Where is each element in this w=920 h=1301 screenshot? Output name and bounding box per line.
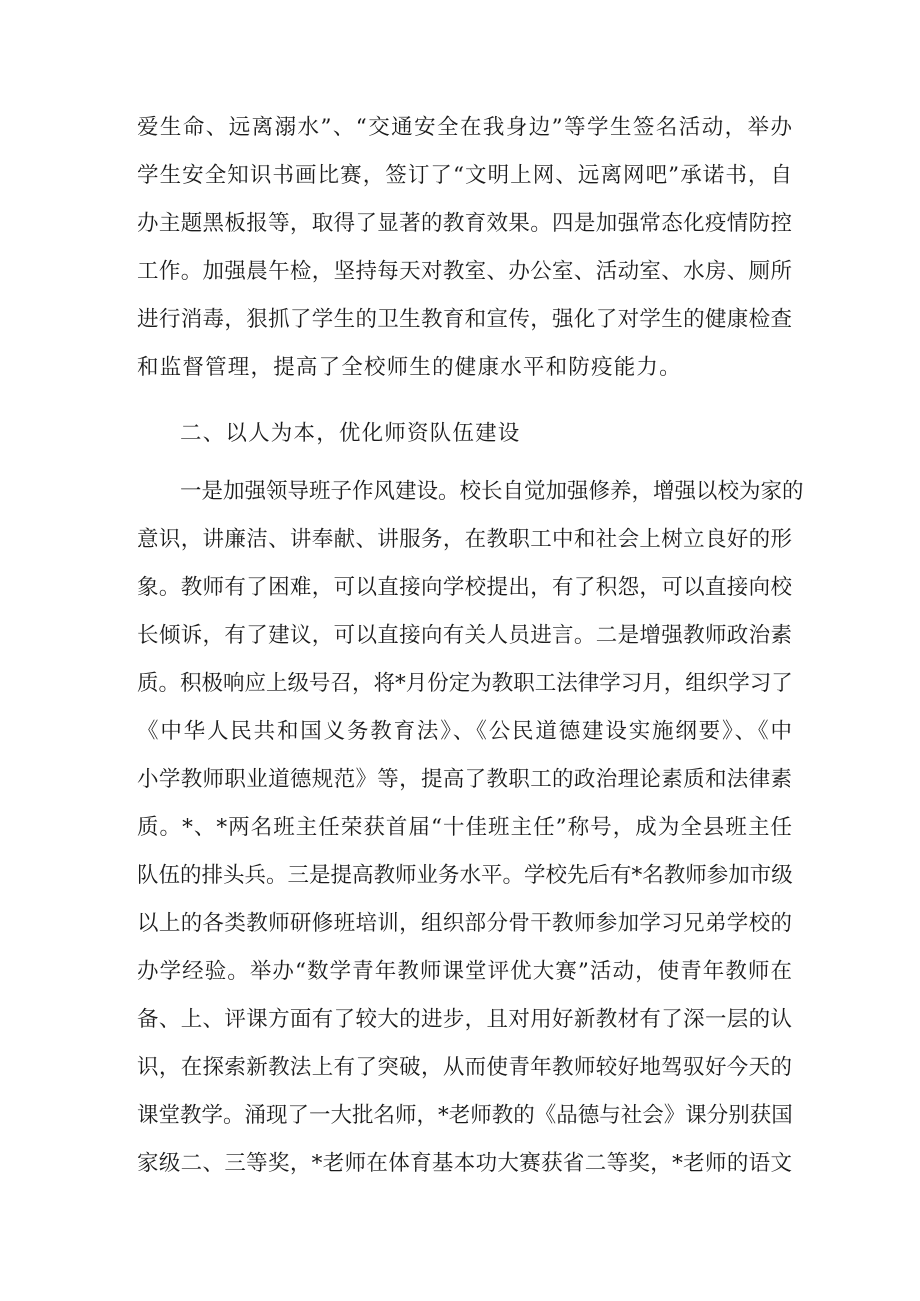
paragraph-2-line-4: 长倾诉，有了建议，可以直接向有关人员进言。二是增强教师政治素	[137, 623, 792, 648]
paragraph-2-line-7: 小学教师职业道德规范》等，提高了教职工的政治理论素质和法律素	[137, 767, 792, 792]
paragraph-1-line-1: 爱生命、远离溺水”、“交通安全在我身边”等学生签名活动，举办	[137, 115, 792, 140]
paragraph-2-line-14: 课堂教学。涌现了一大批名师，*老师教的《品德与社会》课分别获国	[137, 1103, 793, 1128]
paragraph-2-line-13: 识，在探索新教法上有了突破，从而使青年教师较好地驾驭好今天的	[137, 1055, 792, 1080]
paragraph-1-line-2: 学生安全知识书画比赛，签订了“文明上网、远离网吧”承诺书，自	[137, 163, 792, 188]
paragraph-1-line-4: 工作。加强晨午检，坚持每天对教室、办公室、活动室、水房、厕所	[137, 259, 792, 284]
paragraph-2-line-10: 以上的各类教师研修班培训，组织部分骨干教师参加学习兄弟学校的	[137, 911, 792, 936]
paragraph-2-line-12: 备、上、评课方面有了较大的进步，且对用好新教材有了深一层的认	[137, 1007, 792, 1032]
paragraph-2-line-11: 办学经验。举办“数学青年教师课堂评优大赛”活动，使青年教师在	[137, 959, 792, 984]
paragraph-2-line-3: 象。教师有了困难，可以直接向学校提出，有了积怨，可以直接向校	[137, 575, 792, 600]
paragraph-2-line-2: 意识，讲廉洁、讲奉献、讲服务，在教职工中和社会上树立良好的形	[137, 527, 792, 552]
paragraph-1-line-5: 进行消毒，狠抓了学生的卫生教育和宣传，强化了对学生的健康检查	[137, 307, 792, 332]
paragraph-2-line-6: 《中华人民共和国义务教育法》、《公民道德建设实施纲要》、《中	[137, 719, 792, 744]
paragraph-1-line-3: 办主题黑板报等，取得了显著的教育效果。四是加强常态化疫情防控	[137, 211, 792, 236]
paragraph-2-line-8: 质。*、*两名班主任荣获首届“十佳班主任”称号，成为全县班主任	[137, 815, 792, 840]
section-heading: 二、以人为本，优化师资队伍建设	[180, 421, 521, 446]
paragraph-2-line-9: 队伍的排头兵。三是提高教师业务水平。学校先后有*名教师参加市级	[137, 863, 793, 888]
paragraph-2-line-1: 一是加强领导班子作风建设。校长自觉加强修养，增强以校为家的	[180, 479, 804, 504]
paragraph-2-line-5: 质。积极响应上级号召，将*月份定为教职工法律学习月，组织学习了	[137, 671, 793, 696]
paragraph-2-line-15: 家级二、三等奖，*老师在体育基本功大赛获省二等奖，*老师的语文	[137, 1151, 792, 1176]
paragraph-1-line-6: 和监督管理，提高了全校师生的健康水平和防疫能力。	[137, 355, 682, 380]
